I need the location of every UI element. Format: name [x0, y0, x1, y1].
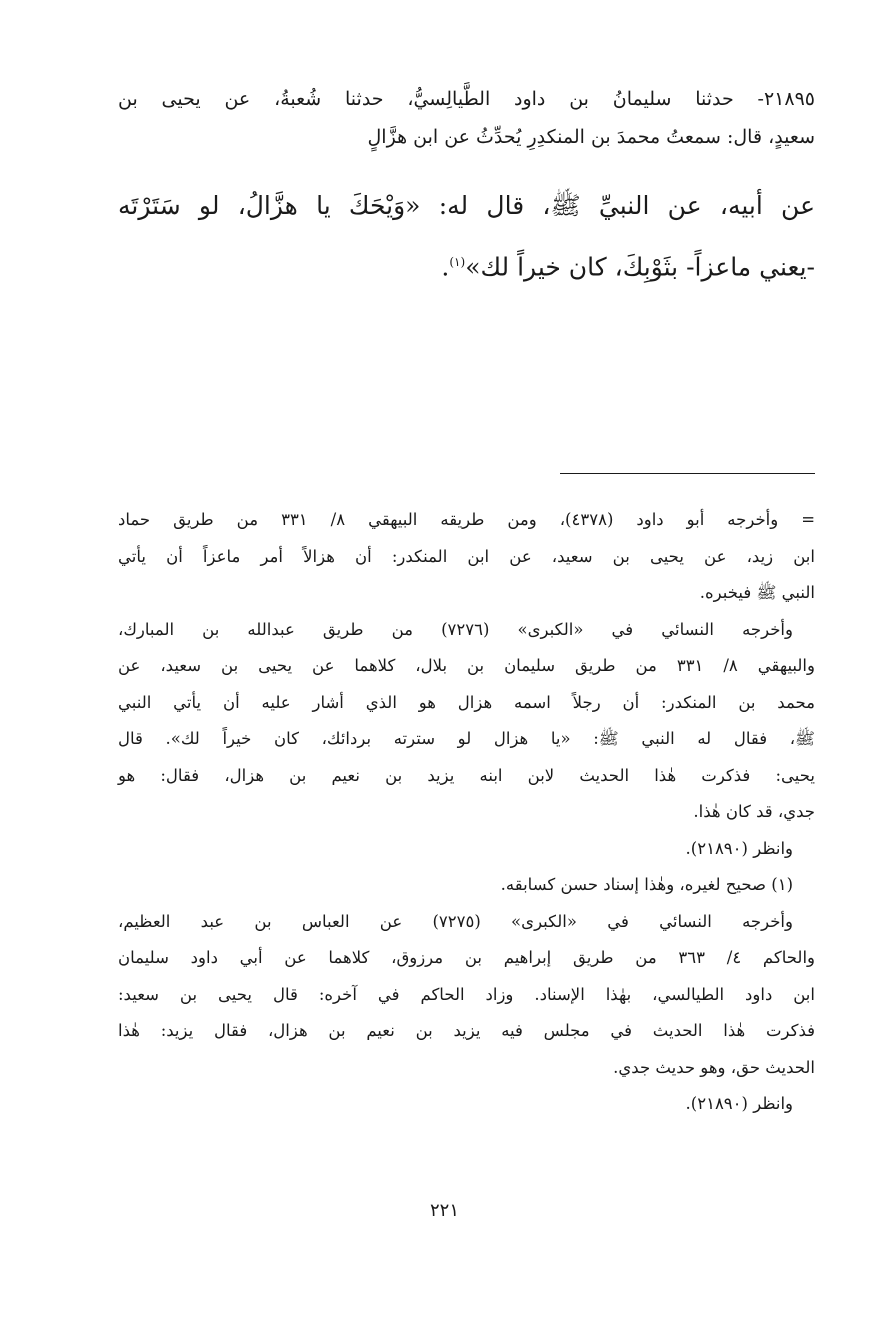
note-line: = وأخرجه أبو داود (٤٣٧٨)، ومن طريقه البيهقي ٨/ ٣٣١ من طريق حماد — [118, 510, 816, 529]
hadith-isnad — [118, 80, 815, 156]
footnotes — [118, 502, 815, 1123]
see-also: وانظر (٢١٨٩٠). — [685, 1094, 793, 1113]
note-line: النبي ﷺ فيخبره. — [699, 583, 815, 602]
footnote-1: (١) صحيح لغيره، وهٰذا إسناد حسن كسابقه. — [500, 875, 793, 894]
note-line: الحديث حق، وهو حديث جدي. — [613, 1057, 815, 1077]
hadith-isnad-line: سعيدٍ، قال: سمعتُ محمدَ بن المنكدِرِ يُحدِّثُ عن ابن هزَّالٍ — [367, 126, 815, 148]
note-line: ابن داود الطيالسي، بهٰذا الإسناد. وزاد الحاكم في آخره: قال يحيى بن سعيد: — [118, 984, 815, 1004]
footnote-reference: (١) — [449, 255, 466, 269]
note-line: والحاكم ٤/ ٣٦٣ من طريق إبراهيم بن مرزوق، كلاهما عن أبي داود سليمان — [118, 948, 816, 967]
note-line: جدي، قد كان هٰذا. — [693, 802, 815, 821]
hadith-matn — [118, 178, 815, 295]
hadith-isnad-line: ٢١٨٩٥- حدثنا سليمانُ بن داود الطَّيالِسيُّ، حدثنا شُعبةُ، عن يحيى بن — [118, 88, 815, 110]
note-line: والبيهقي ٨/ ٣٣١ من طريق سليمان بن بلال، كلاهما عن يحيى بن سعيد، عن — [118, 656, 815, 675]
note-line: محمد بن المنكدر: أن رجلاً اسمه هزال هو الذي أشار عليه أن يأتي النبي — [118, 692, 815, 712]
see-also: وانظر (٢١٨٩٠). — [685, 838, 793, 858]
page-number: ٢٢١ — [429, 1200, 459, 1221]
note-line: وأخرجه النسائي في «الكبرى» (٧٢٧٦) من طريق عبدالله بن المبارك، — [118, 619, 793, 639]
note-line: ابن زيد، عن يحيى بن سعيد، عن ابن المنكدر: أن هزالاً أمر ماعزاً أن يأتي — [118, 546, 815, 566]
footnote-separator — [560, 473, 815, 474]
note-line: يحيى: فذكرت هٰذا الحديث لابن ابنه يزيد بن نعيم بن هزال، فقال: هو — [118, 765, 815, 785]
hadith-matn-line: عن أبيه، عن النبيِّ ﷺ، قال له: «وَيْحَكَ يا هزَّالُ، لو سَتَرْتَه — [118, 191, 815, 220]
note-line: ﷺ، فقال له النبي ﷺ: «يا هزال لو سترته بردائك، كان خيراً لك». قال — [118, 729, 815, 748]
note-line: فذكرت هٰذا الحديث في مجلس فيه يزيد بن نعيم بن هزال، فقال يزيد: هٰذا — [118, 1021, 815, 1040]
hadith-matn-line-last: -يعني ماعزاً- بثَوْبِكَ، كان خيراً لك»$^{(١)}$. — [441, 252, 815, 282]
note-line: وأخرجه النسائي في «الكبرى» (٧٢٧٥) عن العباس بن عبد العظيم، — [118, 911, 793, 931]
hadith-matn-text: -يعني ماعزاً- بثَوْبِكَ، كان خيراً لك» — [465, 252, 815, 282]
